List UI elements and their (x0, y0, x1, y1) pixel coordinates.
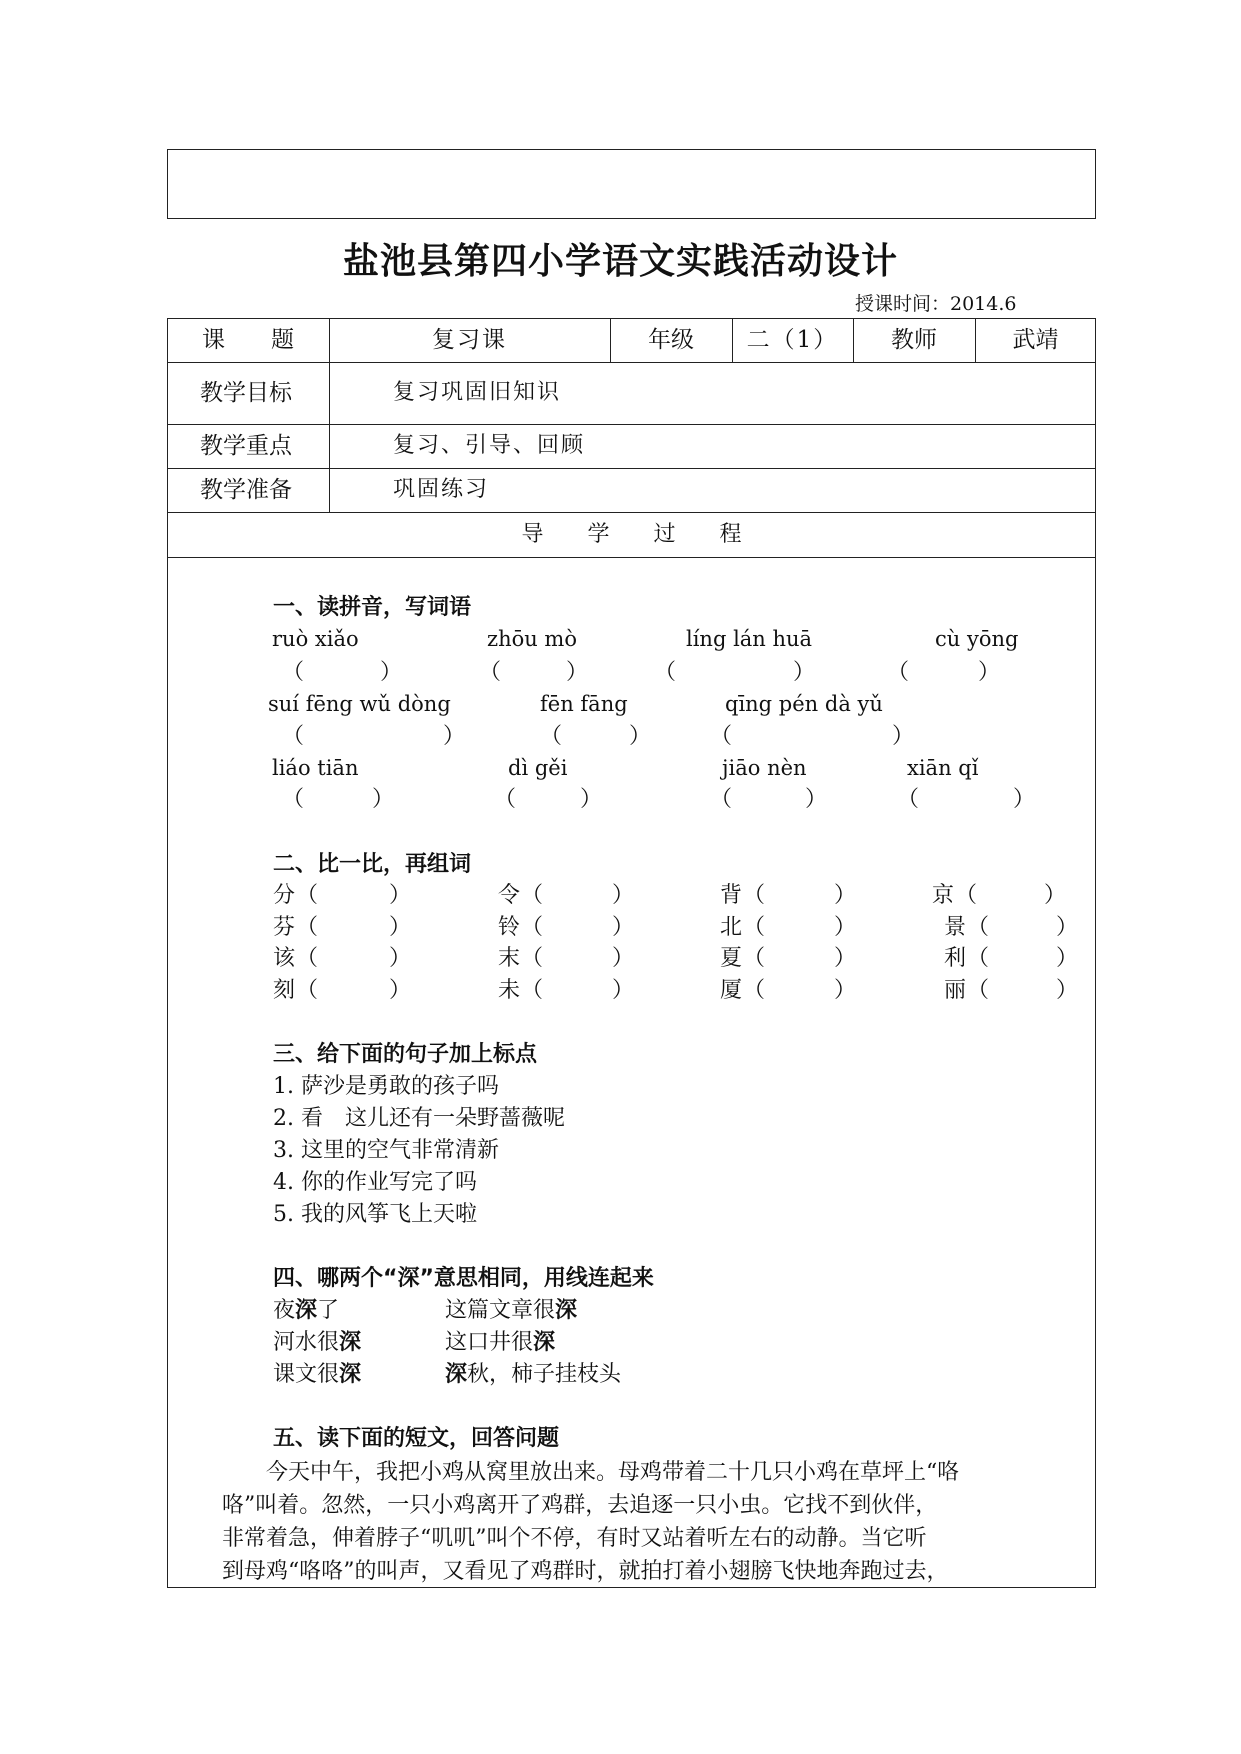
compare-char: 京 (932, 883, 955, 908)
answer-paren-close: ） (1013, 787, 1036, 812)
answer-paren-close: ） (978, 660, 1001, 685)
prep-label: 教学准备 (200, 477, 292, 503)
answer-paren-open: （ (955, 883, 978, 908)
focus-label: 教学重点 (200, 433, 292, 459)
answer-paren-open: （ (282, 787, 305, 812)
sentence-item: 3. 这里的空气非常清新 (273, 1138, 499, 1163)
prep-value: 巩固练习 (393, 477, 490, 502)
pinyin-item: suí fēng wǔ dòng (268, 692, 451, 716)
sentence-item: 4. 你的作业写完了吗 (273, 1170, 477, 1195)
header-blank-box (167, 149, 1096, 219)
answer-paren-open: （ (521, 883, 544, 908)
answer-paren-open: （ (743, 946, 766, 971)
answer-paren-close: ） (1056, 915, 1079, 940)
passage-line: 咯”叫着。忽然，一只小鸡离开了鸡群，去追逐一只小虫。它找不到伙伴， (222, 1493, 938, 1518)
table-divider (167, 512, 1096, 513)
pinyin-item: líng lán huā (686, 627, 813, 651)
subject-label: 课 题 (202, 327, 294, 353)
answer-paren-close: ） (834, 978, 857, 1003)
pinyin-item: ruò xiǎo (272, 627, 359, 651)
answer-paren-close: ） (612, 915, 635, 940)
answer-paren-open: （ (967, 946, 990, 971)
page-title: 盐池县第四小学语文实践活动设计 (342, 241, 898, 282)
answer-paren-open: （ (887, 660, 910, 685)
table-divider (167, 468, 1096, 469)
goal-label: 教学目标 (200, 380, 292, 406)
answer-paren-close: ） (834, 915, 857, 940)
pinyin-item: dì gěi (508, 756, 568, 780)
answer-paren-open: （ (967, 915, 990, 940)
answer-paren-close: ） (834, 883, 857, 908)
answer-paren-close: ） (389, 946, 412, 971)
answer-paren-close: ） (389, 915, 412, 940)
section-1-heading: 一、读拼音，写词语 (273, 595, 472, 620)
answer-paren-close: ） (443, 724, 466, 749)
compare-char: 利 (944, 946, 967, 971)
answer-paren-close: ） (1056, 978, 1079, 1003)
sentence-item: 5. 我的风筝飞上天啦 (273, 1202, 477, 1227)
compare-char: 刻 (273, 978, 296, 1003)
lesson-date: 授课时间：2014.6 (855, 293, 1017, 315)
match-left-item: 河水很深 (273, 1330, 362, 1355)
pinyin-item: qīng pén dà yǔ (725, 692, 883, 716)
reading-passage (222, 1456, 1052, 1588)
passage-line: 到母鸡“咯咯”的叫声，又看见了鸡群时，就拍打着小翅膀飞快地奔跑过去， (222, 1559, 949, 1584)
answer-paren-open: （ (710, 787, 733, 812)
passage-line: 今天中午，我把小鸡从窝里放出来。母鸡带着二十几只小鸡在草坪上“咯 (222, 1460, 960, 1485)
focus-value: 复习、引导、回顾 (393, 433, 586, 458)
teacher-label: 教师 (891, 327, 937, 353)
pinyin-item: cù yōng (935, 627, 1019, 651)
goal-value: 复习巩固旧知识 (393, 380, 562, 405)
compare-char: 末 (498, 946, 521, 971)
table-divider (167, 424, 1096, 425)
section-2-heading: 二、比一比，再组词 (273, 852, 472, 877)
answer-paren-open: （ (743, 978, 766, 1003)
pinyin-item: liáo tiān (272, 756, 359, 780)
answer-paren-close: ） (372, 787, 395, 812)
answer-paren-open: （ (743, 915, 766, 940)
compare-char: 厦 (720, 978, 743, 1003)
answer-paren-open: （ (710, 724, 733, 749)
section-3-heading: 三、给下面的句子加上标点 (273, 1042, 538, 1067)
answer-paren-open: （ (521, 946, 544, 971)
match-right-item: 深秋，柿子挂枝头 (445, 1362, 622, 1387)
passage-line: 非常着急，伸着脖子“叽叽”叫个不停，有时又站着听左右的动静。当它听 (222, 1526, 927, 1551)
grade-label: 年级 (648, 327, 694, 353)
sentence-item: 2. 看 这儿还有一朵野蔷薇呢 (273, 1106, 565, 1131)
compare-char: 该 (273, 946, 296, 971)
answer-paren-close: ） (389, 978, 412, 1003)
answer-paren-open: （ (540, 724, 563, 749)
compare-char: 芬 (273, 915, 296, 940)
answer-paren-open: （ (282, 660, 305, 685)
answer-paren-open: （ (296, 883, 319, 908)
answer-paren-open: （ (521, 978, 544, 1003)
match-right-item: 这口井很深 (445, 1330, 556, 1355)
answer-paren-open: （ (296, 978, 319, 1003)
answer-paren-open: （ (296, 946, 319, 971)
answer-paren-close: ） (1044, 883, 1067, 908)
answer-paren-open: （ (282, 724, 305, 749)
answer-paren-open: （ (897, 787, 920, 812)
answer-paren-close: ） (629, 724, 652, 749)
grade-value: 二（1） (746, 327, 839, 353)
compare-char: 北 (720, 915, 743, 940)
answer-paren-close: ） (612, 883, 635, 908)
match-right-item: 这篇文章很深 (445, 1298, 578, 1323)
compare-char: 铃 (498, 915, 521, 940)
answer-paren-close: ） (612, 978, 635, 1003)
table-divider (167, 557, 1096, 558)
answer-paren-open: （ (479, 660, 502, 685)
section-5-heading: 五、读下面的短文，回答问题 (273, 1426, 560, 1451)
answer-paren-close: ） (834, 946, 857, 971)
table-divider (167, 362, 1096, 363)
pinyin-item: jiāo nèn (722, 756, 807, 780)
compare-char: 背 (720, 883, 743, 908)
answer-paren-close: ） (389, 883, 412, 908)
compare-char: 分 (273, 883, 296, 908)
answer-paren-open: （ (743, 883, 766, 908)
compare-char: 令 (498, 883, 521, 908)
answer-paren-close: ） (793, 660, 816, 685)
answer-paren-close: ） (580, 787, 603, 812)
teacher-value: 武靖 (1012, 327, 1059, 353)
process-heading: 导 学 过 程 (521, 522, 742, 547)
compare-char: 未 (498, 978, 521, 1003)
answer-paren-close: ） (805, 787, 828, 812)
answer-paren-close: ） (892, 724, 915, 749)
section-4-heading: 四、哪两个“深”意思相同，用线连起来 (273, 1266, 654, 1291)
match-left-item: 课文很深 (273, 1362, 362, 1387)
answer-paren-close: ） (380, 660, 403, 685)
answer-paren-close: ） (612, 946, 635, 971)
answer-paren-close: ） (566, 660, 589, 685)
sentence-item: 1. 萨沙是勇敢的孩子吗 (273, 1074, 499, 1099)
compare-char: 景 (944, 915, 967, 940)
answer-paren-open: （ (296, 915, 319, 940)
subject-value: 复习课 (432, 327, 507, 353)
compare-char: 丽 (944, 978, 967, 1003)
answer-paren-open: （ (654, 660, 677, 685)
pinyin-item: zhōu mò (487, 627, 577, 651)
answer-paren-open: （ (967, 978, 990, 1003)
answer-paren-open: （ (521, 915, 544, 940)
pinyin-item: xiān qǐ (907, 756, 979, 780)
pinyin-item: fēn fāng (540, 692, 628, 716)
answer-paren-open: （ (494, 787, 517, 812)
answer-paren-close: ） (1056, 946, 1079, 971)
compare-char: 夏 (720, 946, 743, 971)
match-left-item: 夜深了 (273, 1298, 340, 1323)
